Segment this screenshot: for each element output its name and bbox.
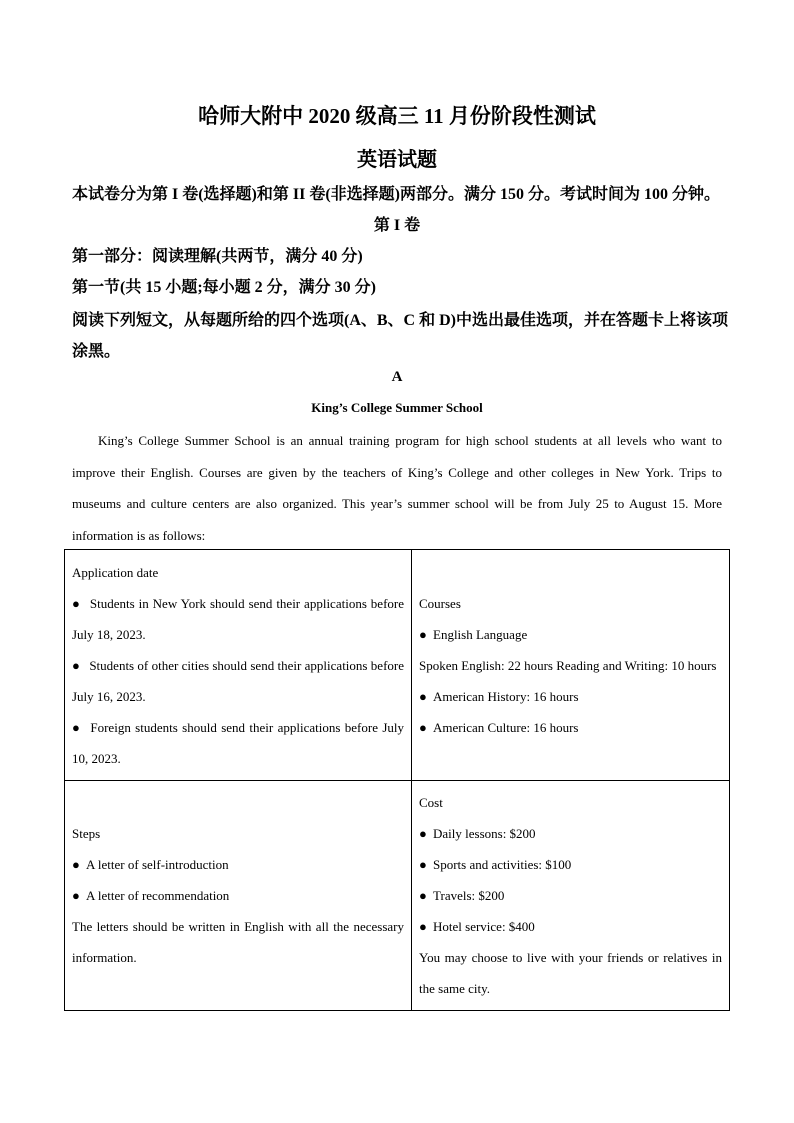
bullet-icon: ● bbox=[419, 857, 427, 872]
passage-intro-text: King’s College Summer School is an annual training program for high school students at all levels who want to improve their English. Courses are given by the teachers of King’s College and other colleges in New York. Trips to museums and culture centers are also organized. This year’s summer school will be from July 25 to August 15. More information is as follows: bbox=[72, 433, 722, 543]
cost-heading: Cost bbox=[419, 795, 443, 810]
application-item: ● Students of other cities should send their applications before July 16, 2023. bbox=[72, 650, 404, 712]
courses-heading: Courses bbox=[419, 595, 461, 611]
exam-note: 本试卷分为第 I 卷(选择题)和第 II 卷(非选择题)两部分。满分 150 分。考试时间为 100 分钟。 bbox=[72, 186, 720, 203]
courses-item: ● American Culture: 16 hours bbox=[419, 712, 722, 743]
courses-item: ● English Language bbox=[419, 619, 722, 650]
courses-item: ● American History: 16 hours bbox=[419, 681, 722, 712]
steps-cell bbox=[65, 781, 412, 1011]
courses-detail: Spoken English: 22 hours Reading and Writing: 10 hours bbox=[419, 657, 717, 673]
bullet-icon: ● bbox=[419, 626, 427, 642]
exam-title: 哈师大附中 2020 级高三 11 月份阶段性测试 bbox=[198, 104, 596, 128]
application-heading: Application date bbox=[72, 564, 159, 580]
bullet-icon: ● bbox=[419, 888, 427, 903]
part-heading: 第一部分：阅读理解(共两节，满分 40 分) bbox=[72, 248, 363, 265]
info-table bbox=[64, 549, 730, 1011]
cost-item: ● Daily lessons: $200 bbox=[419, 818, 722, 849]
bullet-icon: ● bbox=[72, 857, 80, 872]
bullet-icon: ● bbox=[72, 719, 80, 735]
bullet-icon: ● bbox=[72, 657, 80, 673]
application-item: ● Foreign students should send their applications before July 10, 2023. bbox=[72, 712, 404, 774]
application-cell bbox=[65, 550, 412, 781]
passage-label: A bbox=[391, 369, 403, 385]
passage-title: King’s College Summer School bbox=[311, 400, 483, 415]
passage-intro bbox=[72, 425, 722, 551]
courses-cell bbox=[412, 550, 730, 781]
steps-item: ● A letter of self-introduction bbox=[72, 849, 404, 880]
steps-item: ● A letter of recommendation bbox=[72, 880, 404, 911]
bullet-icon: ● bbox=[419, 688, 427, 704]
cost-item: ● Travels: $200 bbox=[419, 880, 722, 911]
bullet-icon: ● bbox=[72, 595, 80, 611]
section-heading: 第一节(共 15 小题;每小题 2 分，满分 30 分) bbox=[72, 279, 376, 296]
instruction-text: 阅读下列短文，从每题所给的四个选项(A、B、C 和 D)中选出最佳选项，并在答题卡上将该项涂黑。 bbox=[72, 312, 728, 360]
bullet-icon: ● bbox=[419, 826, 427, 841]
cost-note: You may choose to live with your friends or relatives in the same city. bbox=[419, 950, 722, 996]
steps-heading: Steps bbox=[72, 826, 101, 841]
cost-cell bbox=[412, 781, 730, 1011]
bullet-icon: ● bbox=[72, 888, 80, 903]
volume-heading: 第 I 卷 bbox=[373, 217, 421, 234]
bullet-icon: ● bbox=[419, 919, 427, 934]
bullet-icon: ● bbox=[419, 719, 427, 735]
cost-item: ● Hotel service: $400 bbox=[419, 911, 722, 942]
steps-note: The letters should be written in English with all the necessary information. bbox=[72, 919, 404, 965]
subject-title: 英语试题 bbox=[357, 149, 437, 171]
cost-item: ● Sports and activities: $100 bbox=[419, 849, 722, 880]
application-item: ● Students in New York should send their applications before July 18, 2023. bbox=[72, 588, 404, 650]
